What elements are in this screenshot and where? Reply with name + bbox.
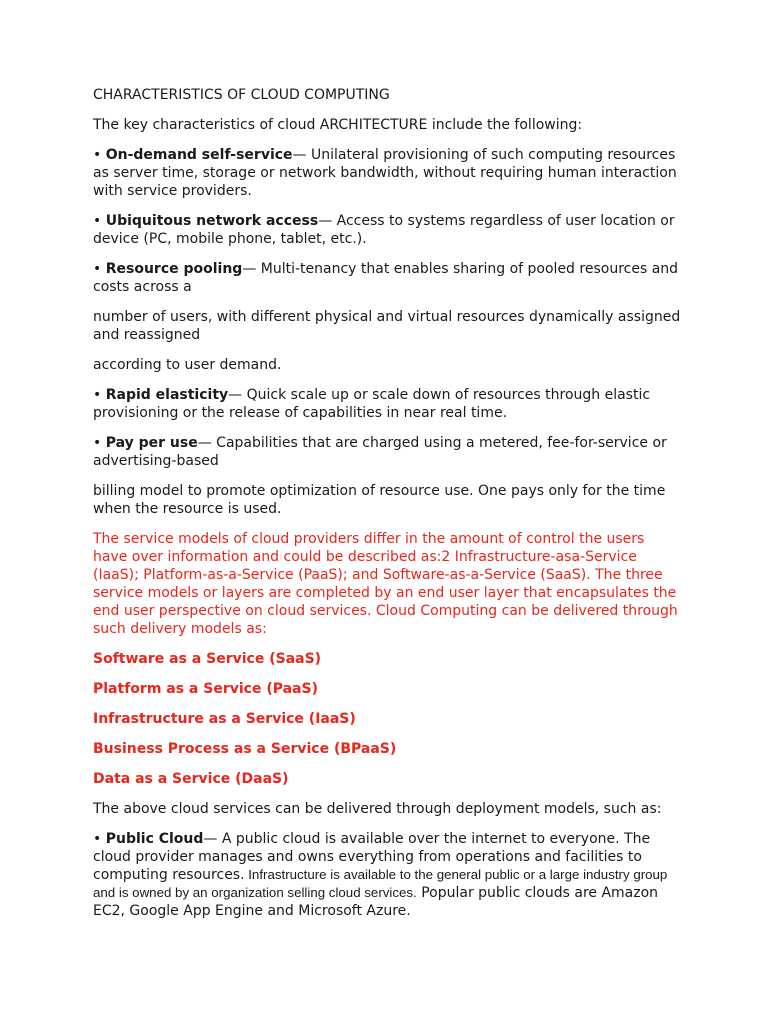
bullet-text: — Access to systems regardless of user location or device (PC, mobile phone, tablet, etc.). <box>93 213 675 247</box>
bullet-text: — Multi-tenancy that enables sharing of pooled resources and costs across a <box>93 261 679 295</box>
service-item-saas: Software as a Service (SaaS) <box>93 651 322 667</box>
service-item-daas: Data as a Service (DaaS) <box>93 771 289 787</box>
pay-continuation: billing model to promote optimization of resource use. One pays only for the time when the resource is used. <box>93 483 666 517</box>
bullet-head: Ubiquitous network access <box>105 213 319 229</box>
bullet-on-demand: • On-demand self-service— Unilateral provisioning of such computing resources as server time, storage or network bandwidth, without requiring human interaction with service providers. <box>93 147 677 199</box>
bullet-text: — A public cloud is available over the internet to everyone. The cloud provider manages and owns everything from operations and facilities to computing resources. <box>93 831 651 883</box>
service-item-paas: Platform as a Service (PaaS) <box>93 681 318 697</box>
deployment-intro: The above cloud services can be delivered through deployment models, such as: <box>93 801 662 817</box>
bullet-text: — Quick scale up or scale down of resources through elastic provisioning or the release of capabilities in near real time. <box>93 387 651 421</box>
bullet-head: Pay per use <box>105 435 198 451</box>
bullet-resource-pooling: • Resource pooling— Multi-tenancy that enables sharing of pooled resources and costs across a <box>93 261 679 295</box>
bullet-head: Rapid elasticity <box>105 387 229 403</box>
bullet-text: — Unilateral provisioning of such computing resources as server time, storage or network bandwidth, without requiring human interaction with service providers. <box>93 147 677 199</box>
bullet-ubiquitous: • Ubiquitous network access— Access to systems regardless of user location or device (PC, mobile phone, tablet, etc.). <box>93 213 675 247</box>
bullet-public-cloud: • Public Cloud— A public cloud is available over the internet to everyone. The cloud provider manages and owns everything from operations and facilities to computing resources. Infrastructure is available to the general public or a large industry group and is owned by an organization selling cloud services. Popular public clouds are Amazon EC2, Google App Engine and Microsoft Azure. <box>93 831 668 919</box>
pooling-continuation-1: number of users, with different physical and virtual resources dynamically assigned and reassigned <box>93 309 681 343</box>
pooling-continuation-2: according to user demand. <box>93 357 282 373</box>
bullet-text: Popular public clouds are Amazon EC2, Google App Engine and Microsoft Azure. <box>93 885 659 919</box>
document-title: CHARACTERISTICS OF CLOUD COMPUTING <box>93 87 390 103</box>
bullet-text: — Capabilities that are charged using a metered, fee-for-service or advertising-based <box>93 435 667 469</box>
bullet-head: On-demand self-service <box>105 147 293 163</box>
bullet-rapid-elasticity: • Rapid elasticity— Quick scale up or scale down of resources through elastic provisioning or the release of capabilities in near real time. <box>93 387 651 421</box>
intro-paragraph: The key characteristics of cloud ARCHITECTURE include the following: <box>93 117 583 133</box>
bullet-pay-per-use: • Pay per use— Capabilities that are charged using a metered, fee-for-service or advertising-based <box>93 435 667 469</box>
bullet-head: Resource pooling <box>105 261 243 277</box>
bullet-text-small: Infrastructure is available to the general public or a large industry group and is owned by an organization selling cloud services. <box>93 867 668 900</box>
service-item-iaas: Infrastructure as a Service (IaaS) <box>93 711 356 727</box>
service-models-paragraph: The service models of cloud providers differ in the amount of control the users have over information and could be described as:2 Infrastructure-asa-Service (IaaS); Platform-as-a-Service (PaaS); and Software-as-a-Service (SaaS). The three service models or layers are completed by an end user layer that encapsulates the end user perspective on cloud services. Cloud Computing can be delivered through such delivery models as: <box>93 531 678 637</box>
service-item-bpaas: Business Process as a Service (BPaaS) <box>93 741 397 757</box>
document-page <box>93 86 683 932</box>
bullet-head: Public Cloud <box>105 831 204 847</box>
